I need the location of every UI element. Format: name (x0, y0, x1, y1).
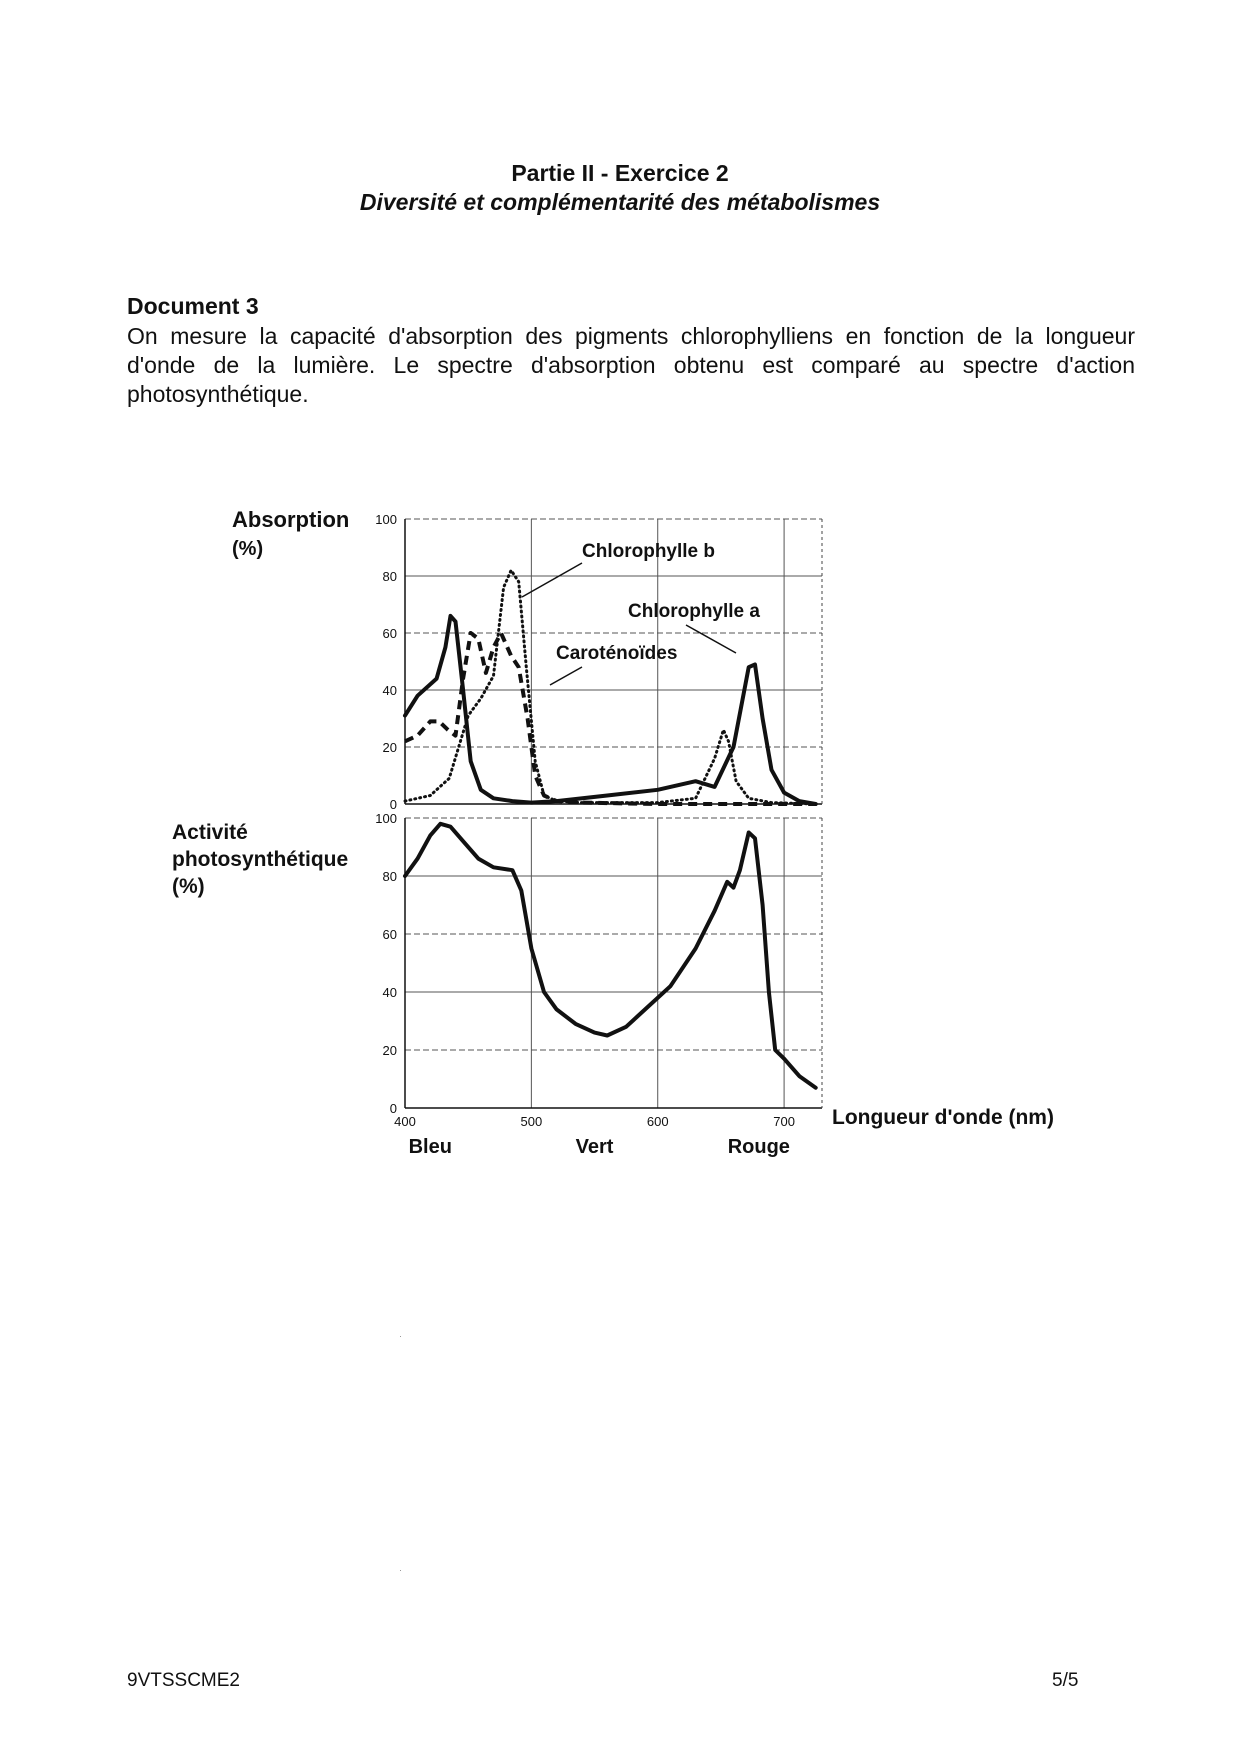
photosynthesis-chart (172, 811, 1054, 1158)
scan-speck (400, 1336, 401, 1337)
label-chlorophylle-a: Chlorophylle a (628, 601, 760, 622)
label-chlorophylle-b: Chlorophylle b (582, 541, 715, 562)
x-axis-title: Longueur d'onde (nm) (832, 1106, 1054, 1129)
y-tick-label: 0 (389, 1101, 397, 1116)
y-tick-label: 80 (382, 869, 397, 884)
y-tick-label: 60 (382, 927, 397, 942)
color-band-label: Bleu (408, 1136, 452, 1158)
y-tick-label: 0 (389, 797, 397, 812)
y-tick-label: 20 (382, 1043, 397, 1058)
exercise-subtitle: Diversité et complémentarité des métabolismes (359, 189, 881, 215)
y-tick-label: 80 (382, 569, 397, 584)
leader-chlorophylle-a (686, 625, 736, 653)
leader-carotenoides (550, 667, 582, 685)
y-axis-title: Absorption (232, 507, 350, 532)
footer-page-number: 5/5 (1052, 1670, 1079, 1691)
curve-annotations (522, 541, 760, 685)
scan-speck (400, 1570, 401, 1571)
y-tick-label: 40 (382, 985, 397, 1000)
document-intro: On mesure la capacité d'absorption des pigments chlorophylliens en fonction de la longueur d'onde de la lumière. Le spectre d'absorption obtenu est comparé au spectre d'action photosynthétique. (127, 323, 1135, 407)
y-tick-label: 100 (375, 512, 397, 527)
document-heading: Document 3 (127, 293, 259, 319)
exercise-title: Partie II - Exercice 2 (511, 160, 729, 186)
y-axis-title-unit: (%) (232, 538, 264, 560)
x-tick-label: 500 (520, 1114, 543, 1129)
y-axis-title: photosynthétique (172, 848, 349, 871)
color-band-label: Vert (575, 1136, 614, 1158)
y-axis-title: Activité (172, 821, 248, 844)
series-line (405, 824, 816, 1088)
y-tick-label: 100 (375, 811, 397, 826)
x-tick-label: 400 (394, 1114, 416, 1129)
color-band-label: Rouge (727, 1136, 790, 1158)
footer-code: 9VTSSCME2 (127, 1670, 240, 1691)
y-tick-label: 60 (382, 626, 397, 641)
y-tick-label: 20 (382, 740, 397, 755)
x-tick-label: 700 (773, 1114, 795, 1129)
label-carotenoides: Caroténoïdes (556, 643, 678, 664)
x-tick-label: 600 (646, 1114, 669, 1129)
absorption-chart (232, 507, 822, 812)
y-tick-label: 40 (382, 683, 397, 698)
y-axis-title: (%) (172, 875, 205, 898)
